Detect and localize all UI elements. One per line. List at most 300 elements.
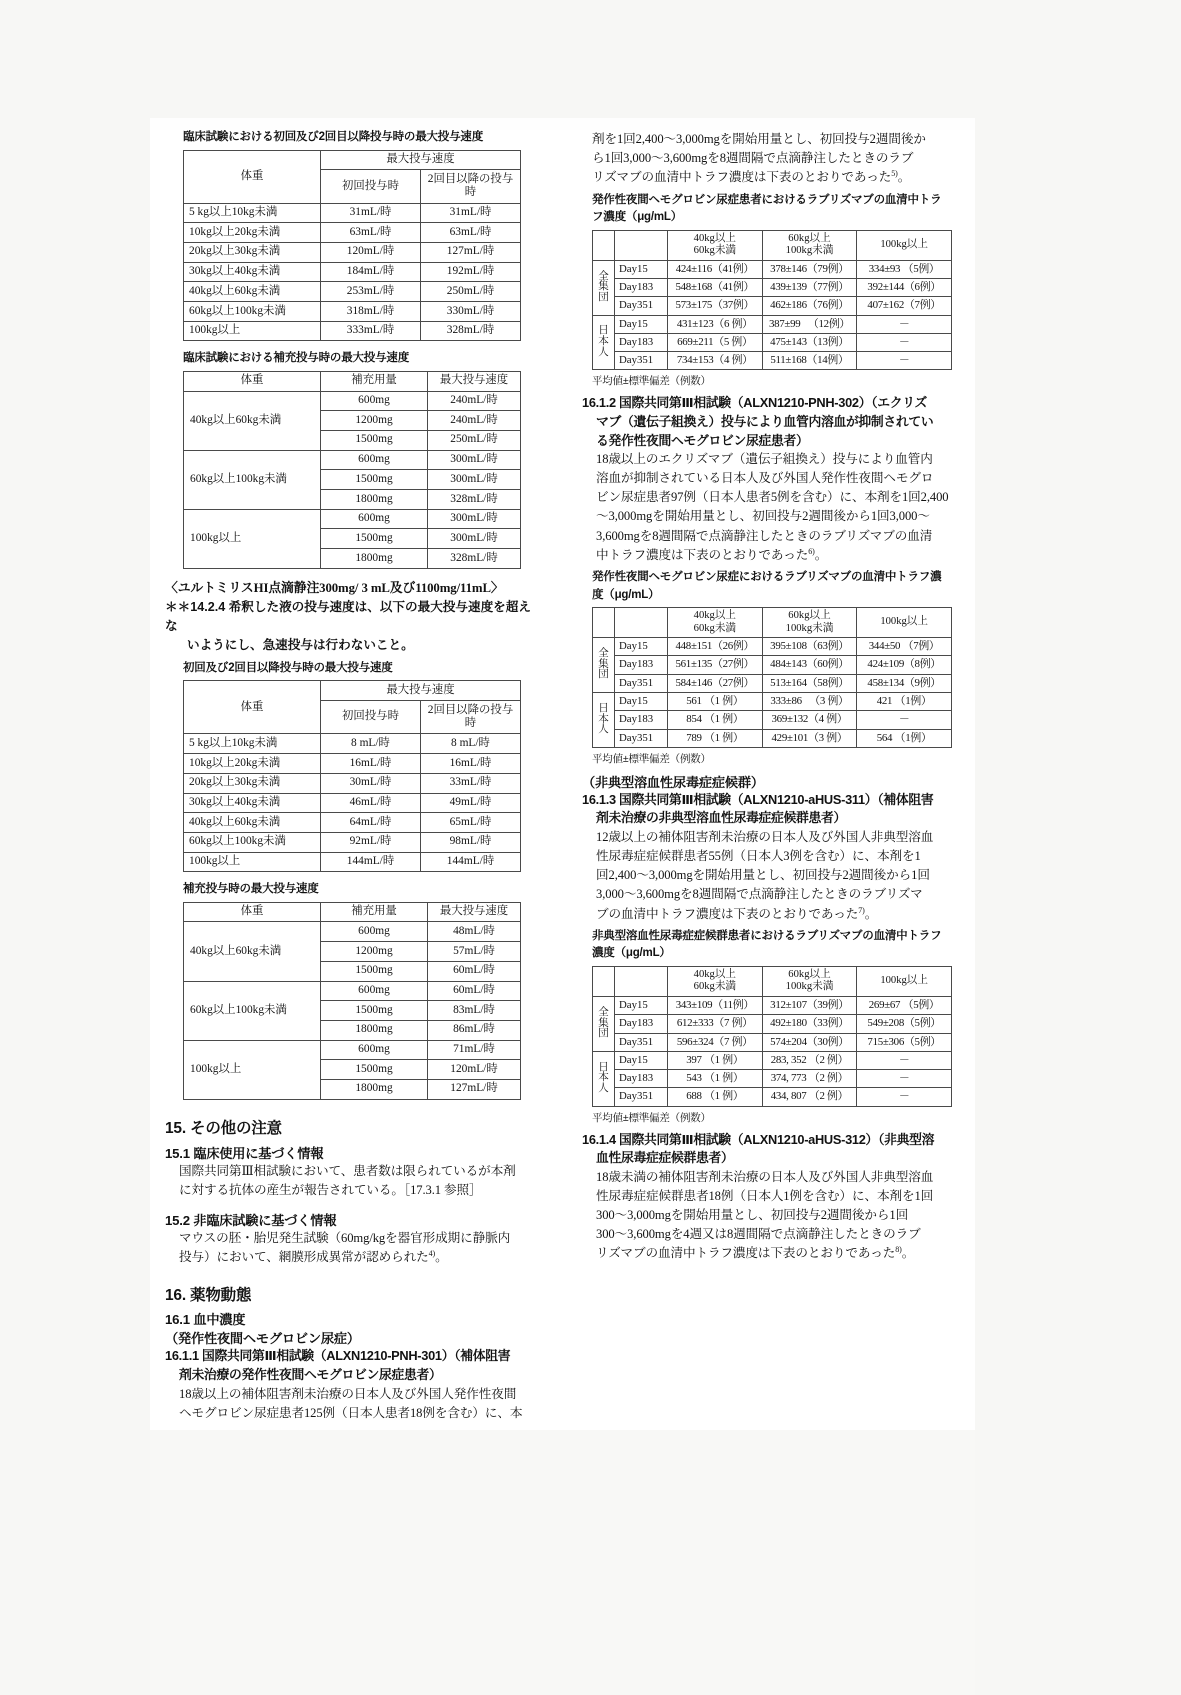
cell-dose: 1800mg xyxy=(321,1020,428,1040)
cell-later-rate: 330mL/時 xyxy=(421,302,521,322)
period: 。 xyxy=(435,1250,448,1265)
clause-text-line2: いようにし、急速投与は行わないこと。 xyxy=(187,638,414,652)
table-row xyxy=(593,656,952,674)
table-row xyxy=(593,1015,952,1033)
cell-value: 561±135（27例） xyxy=(668,656,763,674)
cell-dose: 600mg xyxy=(321,922,428,942)
cell-value: 434, 807 （2 例） xyxy=(762,1088,857,1106)
section-16-title: 16. 薬物動態 xyxy=(165,1287,252,1305)
section-15-2-body-line2 xyxy=(165,1248,535,1267)
clause-text-line1: 希釈した液の投与速度は、以下の最大投与速度を超えな xyxy=(165,600,531,634)
col-header-weight-100plus: 100kg以上 xyxy=(857,608,952,638)
cell-first-rate: 16mL/時 xyxy=(321,754,421,774)
line1: 40kg以上 xyxy=(693,232,737,244)
section-16-1-2-body-line2: 溶血が抑制されている日本人及び外国人発作性夜間ヘモグロ xyxy=(596,471,934,486)
pk-table3-caption-line2: 濃度（μg/mL） xyxy=(592,947,671,960)
pk-table1-caption-line2: フ濃度（μg/mL） xyxy=(592,211,683,224)
supplemental-dose-rate-table-hi xyxy=(183,902,521,1100)
cell-rate: 300mL/時 xyxy=(428,470,521,490)
continued-paragraph-line3 xyxy=(582,168,952,187)
clause-number: 14.2.4 xyxy=(190,600,226,615)
cell-day: Day351 xyxy=(615,297,668,315)
cell-value: 688 （1 例） xyxy=(668,1088,763,1106)
table-row xyxy=(184,773,521,793)
cell-day: Day15 xyxy=(615,693,668,711)
cell-day: Day15 xyxy=(615,315,668,333)
section-16-1-1-body-line2: ヘモグロビン尿症患者125例（日本人患者18例を含む）に、本 xyxy=(179,1405,523,1420)
table-row xyxy=(184,852,521,872)
footnote-ref: 7) xyxy=(858,905,865,915)
cell-value: 475±143（13例） xyxy=(762,333,857,351)
section-16-1-4-body-line4: 300～3,600mgを4週又は8週間隔で点滴静注したときのラブ xyxy=(596,1227,921,1242)
cell-first-rate: 31mL/時 xyxy=(321,203,421,223)
table4-caption: 補充投与時の最大投与速度 xyxy=(183,883,319,896)
cell-value: 392±144（6例） xyxy=(857,278,952,296)
table-header-row xyxy=(184,902,521,922)
cell-dose: 1500mg xyxy=(321,430,428,450)
col-header-weight-60-100 xyxy=(762,966,857,996)
clause-14-2-4 xyxy=(165,598,535,655)
cell-value: 439±139（77例） xyxy=(762,278,857,296)
cell-first-rate: 333mL/時 xyxy=(321,321,421,341)
col-header-weight: 体重 xyxy=(184,150,321,203)
cell-value: 573±175（37例） xyxy=(668,297,763,315)
cell-dose: 1500mg xyxy=(321,470,428,490)
line2: 100kg未満 xyxy=(785,981,834,993)
cell-value: 334±93 （5例） xyxy=(857,260,952,278)
table2-caption: 臨床試験における補充投与時の最大投与速度 xyxy=(183,352,409,365)
col-header-first-dose: 初回投与時 xyxy=(321,701,421,734)
cell-rate: 48mL/時 xyxy=(428,922,521,942)
section-16-1-2-body-line6 xyxy=(582,546,952,565)
product-formulation-heading: 〈ユルトミリスHI点滴静注300mg/ 3 mL及び1100mg/11mL〉 xyxy=(165,580,504,595)
col-header-weight-100plus: 100kg以上 xyxy=(857,230,952,260)
cell-value: 854 （1 例） xyxy=(668,711,763,729)
cell-weight: 20kg以上30kg未満 xyxy=(184,242,321,262)
cell-later-rate: 144mL/時 xyxy=(421,852,521,872)
section-16-1-title: 16.1 血中濃度 xyxy=(165,1312,246,1328)
table-row xyxy=(184,242,521,262)
cell-later-rate: 31mL/時 xyxy=(421,203,521,223)
supplemental-dose-rate-table-clinical xyxy=(183,371,521,569)
section-15-2-title: 15.2 非臨床試験に基づく情報 xyxy=(165,1212,337,1228)
cell-value: 513±164（58例） xyxy=(762,674,857,692)
table-row xyxy=(593,333,952,351)
col-header-max-rate: 最大投与速度 xyxy=(428,371,521,391)
cell-later-rate: 8 mL/時 xyxy=(421,734,521,754)
cell-value: 395±108（63例） xyxy=(762,638,857,656)
pk-table2-caption-line1: 発作性夜間ヘモグロビン尿症におけるラブリズマブの血清中トラフ濃 xyxy=(592,571,942,584)
section-16-1-3-title-line1: 16.1.3 国際共同第Ⅲ相試験（ALXN1210-aHUS-311）（補体阻害 xyxy=(582,791,934,807)
line1: 40kg以上 xyxy=(693,968,737,980)
label: 日本人 xyxy=(598,702,609,736)
cell-first-rate: 63mL/時 xyxy=(321,223,421,243)
cell-dose: 1500mg xyxy=(321,1060,428,1080)
cell-dose: 600mg xyxy=(321,450,428,470)
table1-caption: 臨床試験における初回及び2回目以降投与時の最大投与速度 xyxy=(183,131,483,143)
section-16-1-4-body-line3: 300～3,000mgを開始用量とし、初回投与2週間後から1回 xyxy=(596,1208,909,1223)
cell-first-rate: 253mL/時 xyxy=(321,282,421,302)
table-row xyxy=(184,734,521,754)
section-16-1-2-title-line2: マブ（遺伝子組換え）投与により血管内溶血が抑制されてい xyxy=(596,413,934,429)
cell-weight: 30kg以上40kg未満 xyxy=(184,793,321,813)
cell-day: Day15 xyxy=(615,638,668,656)
pk-table3-caption-line1: 非典型溶血性尿毒症症候群患者におけるラブリズマブの血清中トラフ xyxy=(592,929,942,942)
cell-value: 421 （1例） xyxy=(857,693,952,711)
row-group-all-population xyxy=(593,260,615,315)
continued-paragraph-line1: 剤を1回2,400～3,000mgを開始用量とし、初回投与2週間後か xyxy=(592,132,926,146)
corner-cell-blank xyxy=(593,230,615,260)
cell-value: 407±162（7例） xyxy=(857,297,952,315)
cell-value: 333±86 （3 例） xyxy=(762,693,857,711)
section-15-1-body-line2: に対する抗体の産生が報告されている。［17.3.1 参照］ xyxy=(179,1182,482,1197)
section-16-1-3-body-line5 xyxy=(582,905,952,924)
table-row xyxy=(593,1033,952,1051)
scan-margin-right xyxy=(975,0,1181,1695)
cell-rate: 86mL/時 xyxy=(428,1020,521,1040)
cell-value: 511±168（14例） xyxy=(762,352,857,370)
col-header-supplemental-dose: 補充用量 xyxy=(321,371,428,391)
cell-value: 378±146（79例） xyxy=(762,260,857,278)
section-16-1-1-title-line1: 16.1.1 国際共同第Ⅲ相試験（ALXN1210-PNH-301）（補体阻害 xyxy=(165,1348,511,1364)
section-16-1-2-body-line3: ビン尿症患者97例（日本人患者5例を含む）に、本剤を1回2,400 xyxy=(596,490,949,505)
table-header-row xyxy=(593,608,952,638)
cell-value: 574±204（30例） xyxy=(762,1033,857,1051)
table-header-row xyxy=(593,230,952,260)
cell-dose: 1500mg xyxy=(321,529,428,549)
cell-rate: 328mL/時 xyxy=(428,490,521,510)
cell-weight: 5 kg以上10kg未満 xyxy=(184,734,321,754)
cell-day: Day351 xyxy=(615,1033,668,1051)
cell-day: Day15 xyxy=(615,996,668,1014)
corner-cell-day xyxy=(615,966,668,996)
line1: 60kg以上 xyxy=(788,232,831,244)
cell-day: Day183 xyxy=(615,333,668,351)
cell-value: 424±116（41例） xyxy=(668,260,763,278)
col-header-weight-60-100 xyxy=(762,230,857,260)
cell-dose: 600mg xyxy=(321,509,428,529)
pk-table1-caption-line1: 発作性夜間ヘモグロビン尿症患者におけるラブリズマブの血清中トラ xyxy=(592,193,942,206)
table-row xyxy=(593,638,952,656)
section-16-1-3-title-line2: 剤未治療の非典型溶血性尿毒症症候群患者） xyxy=(596,810,846,826)
cell-dose: 1800mg xyxy=(321,549,428,569)
cell-rate: 300mL/時 xyxy=(428,529,521,549)
cell-day: Day351 xyxy=(615,352,668,370)
label: 日本人 xyxy=(598,1061,609,1095)
col-header-group-rate: 最大投与速度 xyxy=(321,150,521,170)
cell-rate: 60mL/時 xyxy=(428,961,521,981)
cell-later-rate: 127mL/時 xyxy=(421,242,521,262)
pk-table2-footnote: 平均値±標準偏差（例数） xyxy=(592,752,711,765)
line2: 100kg未満 xyxy=(785,245,834,257)
col-header-first-dose: 初回投与時 xyxy=(321,170,421,203)
footnote-ref: 4) xyxy=(428,1249,436,1259)
table-row xyxy=(593,711,952,729)
table-row xyxy=(184,262,521,282)
section-15-1-title: 15.1 臨床使用に基づく情報 xyxy=(165,1145,324,1161)
pk-table2-caption-line2: 度（μg/mL） xyxy=(592,588,660,601)
section-16-1-2-title-line1: 16.1.2 国際共同第Ⅲ相試験（ALXN1210-PNH-302）（エクリズ xyxy=(582,395,928,411)
cell-first-rate: 8 mL/時 xyxy=(321,734,421,754)
table-header-row xyxy=(184,150,521,170)
cell-day: Day183 xyxy=(615,711,668,729)
cell-first-rate: 184mL/時 xyxy=(321,262,421,282)
cell-weight: 20kg以上30kg未満 xyxy=(184,773,321,793)
footnote-ref: 6) xyxy=(808,546,815,556)
table-row xyxy=(593,315,952,333)
pk-trough-table-ahus-311 xyxy=(592,966,952,1107)
cell-value: 431±123（6 例） xyxy=(668,315,763,333)
cell-later-rate: 65mL/時 xyxy=(421,813,521,833)
cell-later-rate: 16mL/時 xyxy=(421,754,521,774)
col-header-weight-100plus: 100kg以上 xyxy=(857,966,952,996)
corner-cell-blank xyxy=(593,608,615,638)
row-group-japanese xyxy=(593,1051,615,1106)
section-16-1-2-body-line4: ～3,000mgを開始用量とし、初回投与2週間後から1回3,000～ xyxy=(596,509,930,524)
table-row xyxy=(184,282,521,302)
cell-value: 715±306（5例） xyxy=(857,1033,952,1051)
period: 。 xyxy=(814,547,828,562)
table-row xyxy=(593,996,952,1014)
cell-value: 369±132（4 例） xyxy=(762,711,857,729)
table-row xyxy=(184,321,521,341)
table-header-row xyxy=(184,371,521,391)
section-16-1-2-title-line3: る発作性夜間ヘモグロビン尿症患者） xyxy=(596,432,809,448)
line2: 60kg未満 xyxy=(693,981,737,993)
cell-dose: 1200mg xyxy=(321,942,428,962)
cell-dose: 600mg xyxy=(321,1040,428,1060)
cell-weight-group: 40kg以上60kg未満 xyxy=(184,922,321,981)
corner-cell-day xyxy=(615,230,668,260)
period: 。 xyxy=(864,906,878,921)
cell-value: 458±134（9例） xyxy=(857,674,952,692)
pk-table3-footnote: 平均値±標準偏差（例数） xyxy=(592,1111,711,1124)
cell-later-rate: 192mL/時 xyxy=(421,262,521,282)
cell-day: Day15 xyxy=(615,1051,668,1069)
corner-cell-day xyxy=(615,608,668,638)
cell-day: Day351 xyxy=(615,729,668,747)
cell-value: － xyxy=(857,315,952,333)
cell-day: Day183 xyxy=(615,278,668,296)
page-content xyxy=(150,130,975,1430)
table-row xyxy=(184,450,521,470)
table3-caption: 初回及び2回目以降投与時の最大投与速度 xyxy=(183,661,393,674)
cell-value: － xyxy=(857,352,952,370)
cell-later-rate: 33mL/時 xyxy=(421,773,521,793)
cell-weight: 10kg以上20kg未満 xyxy=(184,754,321,774)
cell-rate: 240mL/時 xyxy=(428,411,521,431)
cell-day: Day351 xyxy=(615,1088,668,1106)
section-16-1-4-title-line2: 血性尿毒症症候群患者） xyxy=(596,1150,734,1166)
line2: 100kg未満 xyxy=(785,622,834,634)
cell-weight: 40kg以上60kg未満 xyxy=(184,813,321,833)
col-header-weight: 体重 xyxy=(184,681,321,734)
cell-dose: 1800mg xyxy=(321,490,428,510)
right-column xyxy=(582,130,952,1264)
cell-first-rate: 92mL/時 xyxy=(321,832,421,852)
pk-trough-table-pnh-301 xyxy=(592,230,952,371)
cell-first-rate: 64mL/時 xyxy=(321,813,421,833)
cell-value: 548±168（41例） xyxy=(668,278,763,296)
line1: 40kg以上 xyxy=(693,610,737,622)
line1: 60kg以上 xyxy=(788,610,831,622)
col-header-supplemental-dose: 補充用量 xyxy=(321,902,428,922)
cell-weight-group: 100kg以上 xyxy=(184,509,321,568)
cell-first-rate: 120mL/時 xyxy=(321,242,421,262)
revision-marker: ＊＊ xyxy=(165,600,191,615)
cell-rate: 300mL/時 xyxy=(428,509,521,529)
section-16-1-2-body-line1: 18歳以上のエクリズマブ（遺伝子組換え）投与により血管内 xyxy=(596,452,933,467)
cell-value: 484±143（60例） xyxy=(762,656,857,674)
section-16-1-3-body-line2: 性尿毒症症候群患者55例（日本人3例を含む）に、本剤を1 xyxy=(596,849,921,864)
col-header-weight-60-100 xyxy=(762,608,857,638)
table-header-row xyxy=(593,966,952,996)
footnote-ref: 5) xyxy=(891,169,898,179)
cell-first-rate: 318mL/時 xyxy=(321,302,421,322)
cell-value: 734±153（4 例） xyxy=(668,352,763,370)
text: 投与）において、網膜形成異常が認められた xyxy=(179,1250,429,1265)
col-header-max-rate: 最大投与速度 xyxy=(428,902,521,922)
text: ブの血清中トラフ濃度は下表のとおりであった xyxy=(596,906,859,921)
table-row xyxy=(593,674,952,692)
col-header-weight-40-60 xyxy=(668,966,763,996)
cell-day: Day15 xyxy=(615,260,668,278)
section-16-1-3-body-line4: 3,000～3,600mgを8週間隔で点滴静注したときのラブリズマ xyxy=(596,887,923,902)
cell-value: － xyxy=(857,1051,952,1069)
cell-value: 561 （1 例） xyxy=(668,693,763,711)
cell-value: 669±211（5 例） xyxy=(668,333,763,351)
line1: 60kg以上 xyxy=(788,968,831,980)
row-group-all-population xyxy=(593,638,615,693)
disease-heading-pnh: （発作性夜間ヘモグロビン尿症） xyxy=(165,1331,360,1347)
cell-later-rate: 98mL/時 xyxy=(421,832,521,852)
cell-rate: 57mL/時 xyxy=(428,942,521,962)
text: 中トラフ濃度は下表のとおりであった xyxy=(596,547,809,562)
cell-value: 789 （1 例） xyxy=(668,729,763,747)
cell-later-rate: 250mL/時 xyxy=(421,282,521,302)
table-row xyxy=(593,1051,952,1069)
cell-rate: 250mL/時 xyxy=(428,430,521,450)
col-header-later-dose: 2回目以降の投与時 xyxy=(421,701,521,734)
cell-value: 543 （1 例） xyxy=(668,1070,763,1088)
line2: 60kg未満 xyxy=(693,245,737,257)
cell-value: 312±107（39例） xyxy=(762,996,857,1014)
table-row xyxy=(184,509,521,529)
table-row xyxy=(593,260,952,278)
cell-value: 374, 773 （2 例） xyxy=(762,1070,857,1088)
section-16-1-1-title-line2: 剤未治療の発作性夜間ヘモグロビン尿症患者） xyxy=(179,1366,442,1382)
table-row xyxy=(184,302,521,322)
cell-weight: 40kg以上60kg未満 xyxy=(184,282,321,302)
label: 全集団 xyxy=(598,270,609,303)
cell-dose: 600mg xyxy=(321,391,428,411)
cell-value: 387±99 （12例） xyxy=(762,315,857,333)
section-16-1-4-body-line2: 性尿毒症症候群患者18例（日本人1例を含む）に、本剤を1回 xyxy=(596,1188,934,1203)
cell-dose: 1500mg xyxy=(321,1001,428,1021)
table-row xyxy=(184,981,521,1001)
corner-cell-blank xyxy=(593,966,615,996)
cell-weight: 5 kg以上10kg未満 xyxy=(184,203,321,223)
section-15-title: 15. その他の注意 xyxy=(165,1119,282,1137)
cell-value: 283, 352 （2 例） xyxy=(762,1051,857,1069)
cell-rate: 83mL/時 xyxy=(428,1001,521,1021)
cell-weight: 60kg以上100kg未満 xyxy=(184,832,321,852)
label: 全集団 xyxy=(598,1006,609,1040)
table-row xyxy=(184,922,521,942)
cell-day: Day183 xyxy=(615,1015,668,1033)
cell-value: － xyxy=(857,1070,952,1088)
col-header-group-rate: 最大投与速度 xyxy=(321,681,521,701)
pk-trough-table-pnh-302 xyxy=(592,607,952,748)
table-row xyxy=(593,693,952,711)
table-row xyxy=(593,729,952,747)
cell-value: 596±324（7 例） xyxy=(668,1033,763,1051)
cell-dose: 600mg xyxy=(321,981,428,1001)
col-header-weight-40-60 xyxy=(668,608,763,638)
cell-dose: 1800mg xyxy=(321,1079,428,1099)
cell-rate: 120mL/時 xyxy=(428,1060,521,1080)
cell-rate: 60mL/時 xyxy=(428,981,521,1001)
cell-weight-group: 60kg以上100kg未満 xyxy=(184,450,321,509)
scan-margin-left xyxy=(0,0,150,1695)
cell-value: 462±186（76例） xyxy=(762,297,857,315)
cell-rate: 328mL/時 xyxy=(428,549,521,569)
row-group-japanese xyxy=(593,315,615,370)
table-row xyxy=(184,223,521,243)
table-row xyxy=(184,793,521,813)
cell-rate: 300mL/時 xyxy=(428,450,521,470)
cell-rate: 240mL/時 xyxy=(428,391,521,411)
cell-weight-group: 60kg以上100kg未満 xyxy=(184,981,321,1040)
row-group-japanese xyxy=(593,693,615,748)
period: 。 xyxy=(897,170,911,185)
section-15-1-body-line1: 国際共同第Ⅲ相試験において、患者数は限られているが本剤 xyxy=(179,1163,516,1178)
table-row xyxy=(184,203,521,223)
cell-later-rate: 49mL/時 xyxy=(421,793,521,813)
cell-value: 429±101（3 例） xyxy=(762,729,857,747)
cell-value: 448±151（26例） xyxy=(668,638,763,656)
section-16-1-3-body-line3: 回2,400～3,000mgを開始用量とし、初回投与2週間後から1回 xyxy=(596,868,930,883)
table-row xyxy=(184,832,521,852)
cell-value: 564 （1例） xyxy=(857,729,952,747)
cell-value: 343±109（11例） xyxy=(668,996,763,1014)
text: リズマブの血清中トラフ濃度は下表のとおりであった xyxy=(592,170,892,185)
section-16-1-2-body-line5: 3,600mgを8週間隔で点滴静注したときのラブリズマブの血清 xyxy=(596,528,933,543)
col-header-weight: 体重 xyxy=(184,902,321,922)
line2: 60kg未満 xyxy=(693,622,737,634)
cell-weight: 60kg以上100kg未満 xyxy=(184,302,321,322)
max-infusion-rate-table-hi xyxy=(183,680,521,872)
table-row xyxy=(184,754,521,774)
cell-dose: 1500mg xyxy=(321,961,428,981)
cell-later-rate: 63mL/時 xyxy=(421,223,521,243)
label: 全集団 xyxy=(598,648,609,681)
max-infusion-rate-table-clinical xyxy=(183,150,521,342)
cell-weight: 100kg以上 xyxy=(184,321,321,341)
pk-table1-footnote: 平均値±標準偏差（例数） xyxy=(592,375,711,388)
cell-weight: 100kg以上 xyxy=(184,852,321,872)
table-row xyxy=(593,297,952,315)
section-16-1-1-body-line1: 18歳以上の補体阻害剤未治療の日本人及び外国人発作性夜間 xyxy=(179,1386,517,1401)
cell-day: Day351 xyxy=(615,674,668,692)
section-16-1-4-body-line5 xyxy=(582,1244,952,1263)
table-row xyxy=(184,1040,521,1060)
cell-rate: 71mL/時 xyxy=(428,1040,521,1060)
table-row xyxy=(184,391,521,411)
section-16-1-4-title-line1: 16.1.4 国際共同第Ⅲ相試験（ALXN1210-aHUS-312）（非典型溶 xyxy=(582,1131,935,1147)
cell-first-rate: 144mL/時 xyxy=(321,852,421,872)
table-row xyxy=(593,278,952,296)
